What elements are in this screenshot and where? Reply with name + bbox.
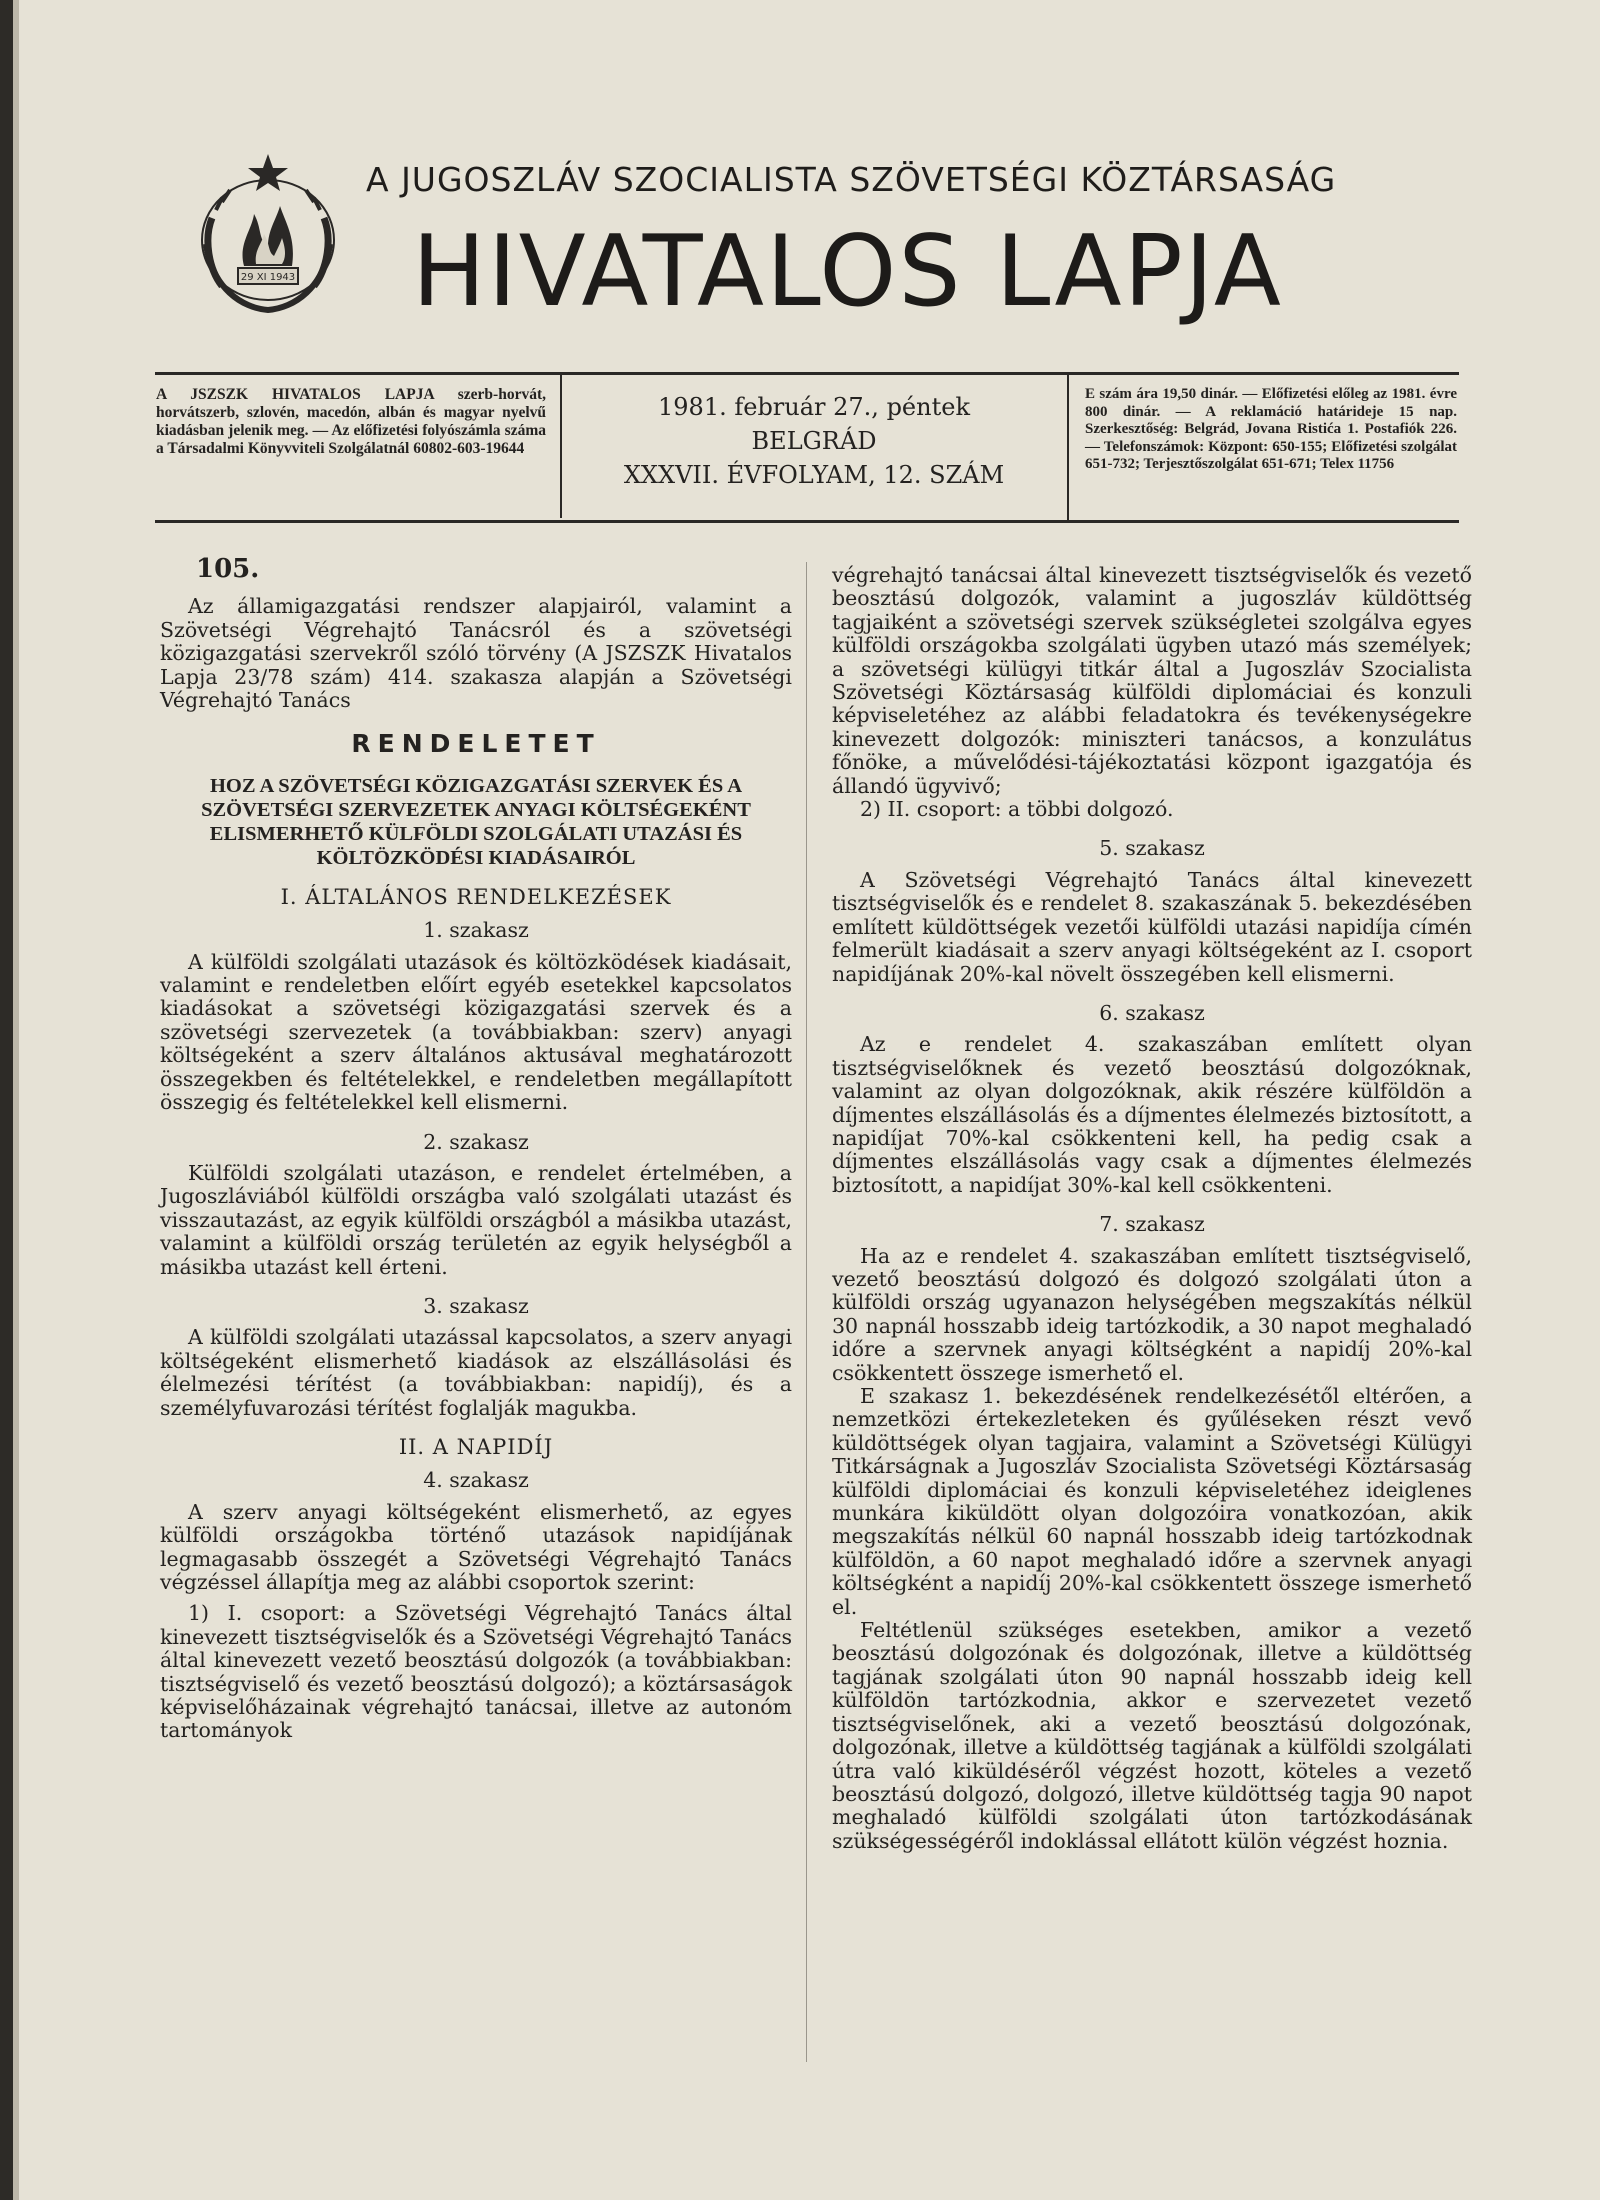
section-4-group-1-cont: végrehajtó tanácsai által kinevezett tisztségviselők és vezető beosztású dolgozók, valamint a jugoszláv küldöttség tagjaiként a szövetségi szervek szükségletei szolgálva egyes külföldi országokba szolgálati ügyben utazó más személyek; a szövetségi külügyi titkár által a Jugoszláv Szocialista Szövetségi Köztársaság külföldi diplomáciai és konzuli képviseletéhez az alábbi feladatokra és tevékenységekre kinevezett dolgozók: miniszteri tanácsos, a konzulátus főnöke, a művelődési-tájékoztatási központ igazgatója és állandó ügyvivő;	[832, 563, 1472, 798]
section-4-group-2: 2) II. csoport: a többi dolgozó.	[860, 797, 1174, 822]
chapter-2-heading: II. A NAPIDÍJ	[398, 1434, 554, 1459]
publication-supertitle: A JUGOSZLÁV SZOCIALISTA SZÖVETSÉGI KÖZTÁRSASÁG	[366, 160, 1337, 199]
page-binding-edge	[0, 0, 13, 2200]
section-6-heading: 6. szakasz	[1099, 1000, 1205, 1025]
publication-info: A JSZSZK HIVATALOS LAPJA szerb-horvát, horvátszerb, szlovén, macedón, albán és magyar nyelvű kiadásban jelenik meg. — Az előfizetési folyószámla száma a Társadalmi Könyvviteli Szolgálatnál 60802-603-19644	[156, 386, 546, 457]
page-binding-shadow	[13, 0, 19, 2200]
section-2-heading: 2. szakasz	[423, 1129, 529, 1154]
section-7-heading: 7. szakasz	[1099, 1212, 1205, 1237]
section-7-text-2: E szakasz 1. bekezdésének rendelkezésétől eltérően, a nemzetközi értekezleteken és gyűléseken részt vevő küldöttségek olyan tagjaira, valamint a Szövetségi Külügyi Titkárságnak a Jugoszláv Szocialista Szövetségi Köztársaság külföldi diplomáciai és konzuli képviseletéhez ideiglenes munkára kiküldött olyan dolgozóira vonatkozóan, akik megszakítás nélkül 60 napnál hosszabb ideig tartózkodnak külföldön, a 60 napot meghaladó időre a szervnek anyagi költségként a napidíj 20%-kal csökkentett összege ismerhető el.	[832, 1384, 1472, 1619]
emblem-date: 29 XI 1943	[240, 272, 296, 283]
header-rule-top	[155, 372, 1459, 375]
section-3-text: A külföldi szolgálati utazással kapcsolatos, a szerv anyagi költségeként elismerhető kiadások az elszállásolási és élelmezési térítést (a továbbiakban: napidíj), és a személyfuvarozási térítést foglalják magukba.	[160, 1325, 792, 1420]
header-divider-2	[1067, 374, 1069, 522]
decree-number: 105.	[196, 554, 260, 584]
section-7-text-1: Ha az e rendelet 4. szakaszában említett tisztségviselő, vezető beosztású dolgozó és dolgozó szolgálati úton a külföldi ország ugyanazon helységében megszakítás nélkül 30 napnál hosszabb ideig tartózkodik, a 30 napot meghaladó időre a szervnek anyagi költségként a napidíj 20%-kal csökkentett összege ismerhető el.	[832, 1243, 1472, 1385]
section-4-heading: 4. szakasz	[423, 1468, 529, 1493]
section-7-text-3: Feltétlenül szükséges esetekben, amikor a vezető beosztású dolgozónak és dolgozónak, illetve a küldöttség tagjának szolgálati úton 90 napnál hosszabb ideig kell külföldön tartózkodnia, akkor e szervezetet vezető tisztségviselőnek, aki a vezető beosztású dolgozónak, dolgozónak, illetve a küldöttség tagjának a külföldi szolgálati útra való kiküldéséről végzést hozott, köteles a vezető beosztású dolgozó, dolgozó, illetve küldöttség tagja 90 napot meghaladó külföldi szolgálati úton tartózkodásának szükségességéről indoklással ellátott külön végzést hoznia.	[832, 1618, 1472, 1853]
issue-info	[570, 390, 1058, 492]
section-5-heading: 5. szakasz	[1099, 836, 1205, 861]
preamble: Az államigazgatási rendszer alapjairól, valamint a Szövetségi Végrehajtó Tanácsról és a szövetségi közigazgatási szervekről szóló törvény (A JSZSZK Hivatalos Lapja 23/78 szám) 414. szakasza alapján a Szövetségi Végrehajtó Tanács	[160, 594, 792, 713]
section-5-text: A Szövetségi Végrehajtó Tanács által kinevezett tisztségviselők és e rendelet 8. szakaszának 5. bekezdésében említett küldöttségek vezetői külföldi utazási napidíja címén felmerült kiadásait a szerv anyagi költségeként az I. csoport napidíjának 20%-kal növelt összegében kell elismerni.	[832, 867, 1472, 986]
section-6-text: Az e rendelet 4. szakaszában említett olyan tisztségviselőknek és vezető beosztású dolgozóknak, valamint az olyan dolgozóknak, akik részére külföldön a díjmentes elszállásolás és a díjmentes élelmezés biztosított, a napidíjat 70%-kal csökkenteni kell, ha pedig csak a díjmentes elszállásolás vagy csak a díjmentes élelmezés biztosított, a napidíjat 30%-kal kell csökkenteni.	[832, 1032, 1472, 1197]
issue-volume: XXXVII. ÉVFOLYAM, 12. SZÁM	[623, 461, 1005, 489]
left-column	[160, 554, 792, 1743]
header-divider-1	[560, 374, 562, 518]
header-rule-bottom	[155, 520, 1459, 523]
section-1-heading: 1. szakasz	[423, 918, 529, 943]
issue-city: BELGRÁD	[751, 427, 877, 455]
section-1-text: A külföldi szolgálati utazások és költözködések kiadásait, valamint e rendeletben előírt egyéb esetekkel kapcsolatos kiadásokat a szövetségi közigazgatási szervek és a szövetségi szervezetek (a továbbiakban: szerv) anyagi költségeként a szerv általános aktusával meghatározott összegekben és feltételekkel, e rendeletben megállapított összegig és feltételekkel kell elismerni.	[160, 949, 792, 1115]
decree-subject: HOZ A SZÖVETSÉGI KÖZIGAZGATÁSI SZERVEK ÉS A SZÖVETSÉGI SZERVEZETEK ANYAGI KÖLTSÉGEKÉNT ELISMERHETŐ KÜLFÖLDI SZOLGÁLATI UTAZÁSI ÉS KÖLTÖZKÖDÉSI KIADÁSAIRÓL	[201, 774, 751, 869]
state-emblem	[182, 148, 354, 320]
section-3-heading: 3. szakasz	[423, 1293, 529, 1318]
issue-date: 1981. február 27., péntek	[658, 393, 970, 421]
decree-heading: RENDELETET	[351, 729, 601, 759]
chapter-1-heading: I. ÁLTALÁNOS RENDELKEZÉSEK	[280, 884, 672, 909]
section-2-text: Külföldi szolgálati utazáson, e rendelet értelmében, a Jugoszláviából külföldi országba való szolgálati utazást és visszautazást, az egyik külföldi országból a másikba utazást, valamint a külföldi ország területén az egyik helységből a másikba utazást kell érteni.	[160, 1160, 792, 1279]
section-4-group-1: 1) I. csoport: a Szövetségi Végrehajtó Tanács által kinevezett tisztségviselők és a Szövetségi Végrehajtó Tanács által kinevezett vezető beosztású dolgozók (a továbbiakban: tisztségviselő és vezető beosztású dolgozó); a köztársaságok képviselőházainak végrehajtó tanácsai, illetve az autonóm tartományok	[160, 1601, 792, 1743]
column-divider	[806, 562, 807, 2062]
publication-title: HIVATALOS LAPJA	[412, 215, 1283, 329]
section-4-text: A szerv anyagi költségeként elismerhető, az egyes külföldi országokba történő utazások napidíjának legmagasabb összegét a Szövetségi Végrehajtó Tanács végzéssel állapítja meg az alábbi csoportok szerint:	[160, 1499, 792, 1594]
right-column	[832, 564, 1472, 1853]
price-contact-info: E szám ára 19,50 dinár. — Előfizetési előleg az 1981. évre 800 dinár. — A reklamáció határideje 15 nap. Szerkesztőség: Belgrád, Jovana Ristića 1. Postafiók 226. — Telefonszámok: Központ: 650-155; Előfizetési szolgálat 651-732; Terjesztőszolgálat 651-671; Telex 11756	[1085, 386, 1457, 472]
